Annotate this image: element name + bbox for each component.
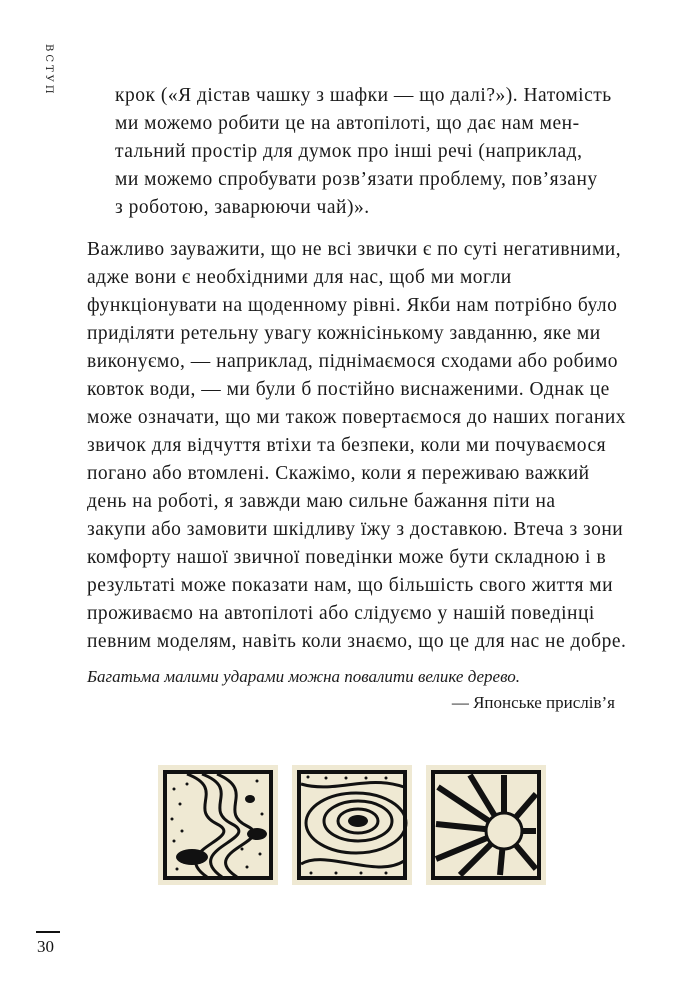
text-line: виконуємо, — наприклад, піднімаємося сходами або робимо bbox=[87, 351, 619, 372]
paragraph-continuation bbox=[115, 82, 612, 222]
river-stones-icon bbox=[158, 765, 278, 885]
text-line: Важливо зауважити, що не всі звички є по суті негативними, bbox=[87, 239, 622, 260]
text-line: з роботою, заварюючи чай)». bbox=[115, 197, 370, 218]
ripple-contours-icon bbox=[292, 765, 412, 885]
text-line: результаті може показати нам, що більшість свого життя ми bbox=[87, 575, 614, 596]
text-line: проживаємо на автопілоті або слідуємо у нашій поведінці bbox=[87, 603, 595, 624]
text-line: тальний простір для думок про інші речі (наприклад, bbox=[115, 141, 583, 162]
text-line: день на роботі, я завжди маю сильне бажання піти на bbox=[87, 491, 556, 512]
text-line: закупи або замовити шкідливу їжу з доставкою. Втеча з зони bbox=[87, 519, 624, 540]
text-line: приділяти ретельну увагу кожнісінькому завданню, яке ми bbox=[87, 323, 601, 344]
text-line: може означати, що ми також повертаємося до наших поганих bbox=[87, 407, 627, 428]
text-line: певним моделям, навіть коли знаємо, що це для нас не добре. bbox=[87, 631, 627, 652]
sun-rays-icon bbox=[426, 765, 546, 885]
page-number: 30 bbox=[37, 937, 54, 956]
text-line: адже вони є необхідними для нас, щоб ми могли bbox=[87, 267, 512, 288]
text-line: крок («Я дістав чашку з шафки — що далі?»). Натомість bbox=[115, 85, 612, 106]
paragraph-main bbox=[87, 236, 626, 656]
text-line: функціонувати на щоденному рівні. Якби нам потрібно було bbox=[87, 295, 618, 316]
text-line: звичок для відчуття втіхи та безпеки, коли ми почуваємося bbox=[87, 435, 607, 456]
epigraph-quote bbox=[87, 664, 615, 716]
quote-attribution: — Японське прислів’я bbox=[451, 693, 615, 712]
text-line: ковток води, — ми були б постійно виснаженими. Однак це bbox=[87, 379, 610, 400]
text-line: ми можемо спробувати розв’язати проблему, пов’язану bbox=[115, 169, 598, 190]
text-line: комфорту нашої звичної поведінки може бути складною і в bbox=[87, 547, 607, 568]
page-number-rule bbox=[36, 931, 60, 933]
quote-text: Багатьма малими ударами можна повалити велике дерево. bbox=[87, 667, 520, 686]
illustration-row bbox=[158, 765, 546, 885]
section-label: ВСТУП bbox=[43, 44, 54, 97]
text-line: погано або втомлені. Скажімо, коли я переживаю важкий bbox=[87, 463, 590, 484]
text-line: ми можемо робити це на автопілоті, що дає нам мен- bbox=[115, 113, 580, 134]
